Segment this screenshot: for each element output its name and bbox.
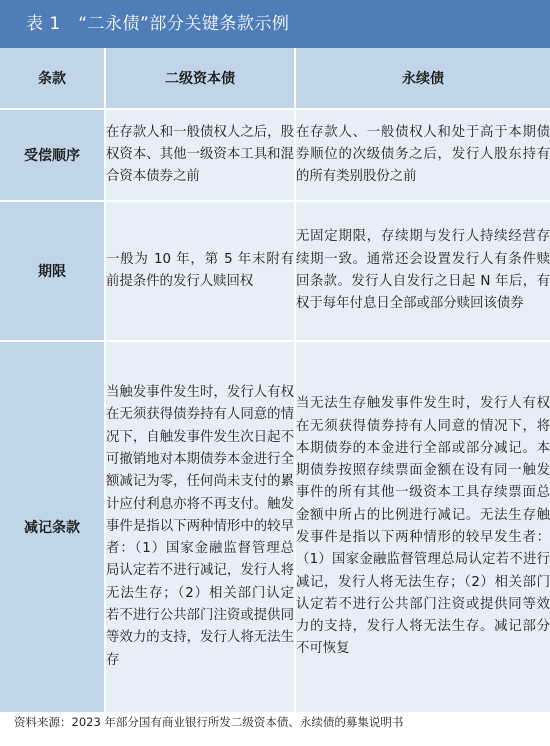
header-row [0, 48, 550, 109]
table-row [0, 341, 550, 712]
perpetual-cell: 无固定期限，存续期与发行人持续经营存续期一致。通常还会设置发行人有条件赎回条款。发行人自发行之日起 N 年后，有权于每年付息日全部或部分赎回该债券 [295, 201, 550, 341]
table-title: 表 1 “二永债”部分关键条款示例 [26, 14, 290, 34]
header-perpetual: 永续债 [295, 48, 550, 109]
source-note: 资料来源：2023 年部分国有商业银行所发二级资本债、永续债的募集说明书 [14, 715, 404, 729]
tier2-cell: 在存款人和一般债权人之后，股权资本、其他一级资本工具和混合资本债券之前 [105, 109, 295, 201]
row-term: 期限 [0, 201, 105, 341]
table-row [0, 201, 550, 341]
header-term: 条款 [0, 48, 105, 109]
tier2-cell: 一般为 10 年，第 5 年末附有前提条件的发行人赎回权 [105, 201, 295, 341]
table-row [0, 109, 550, 201]
perpetual-cell: 在存款人、一般债权人和处于高于本期债券顺位的次级债务之后，发行人股东持有的所有类别股份之前 [295, 109, 550, 201]
table-title-bar [0, 0, 550, 48]
header-tier2: 二级资本债 [105, 48, 295, 109]
row-term: 减记条款 [0, 341, 105, 712]
terms-table [0, 48, 550, 712]
row-term: 受偿顺序 [0, 109, 105, 201]
tier2-cell: 当触发事件发生时，发行人有权在无须获得债券持有人同意的情况下，自触发事件发生次日起不可撤销地对本期债券本金进行全额减记为零，任何尚未支付的累计应付利息亦将不再支付。触发事件是指以下两种情形中的较早者：（1）国家金融监督管理总局认定若不进行减记，发行人将无法生存；（2）相关部门认定若不进行公共部门注资或提供同等效力的支持，发行人将无法生存 [105, 341, 295, 712]
perpetual-cell: 当无法生存触发事件发生时，发行人有权在无须获得债券持有人同意的情况下，将本期债券的本金进行全部或部分减记。本期债券按照存续票面金额在设有同一触发事件的所有其他一级资本工具存续票面总金额中所占的比例进行减记。无法生存触发事件是指以下两种情形的较早发生者：（1）国家金融监督管理总局认定若不进行减记，发行人将无法生存；（2）相关部门认定若不进行公共部门注资或提供同等效力的支持，发行人将无法生存。减记部分不可恢复 [295, 341, 550, 712]
